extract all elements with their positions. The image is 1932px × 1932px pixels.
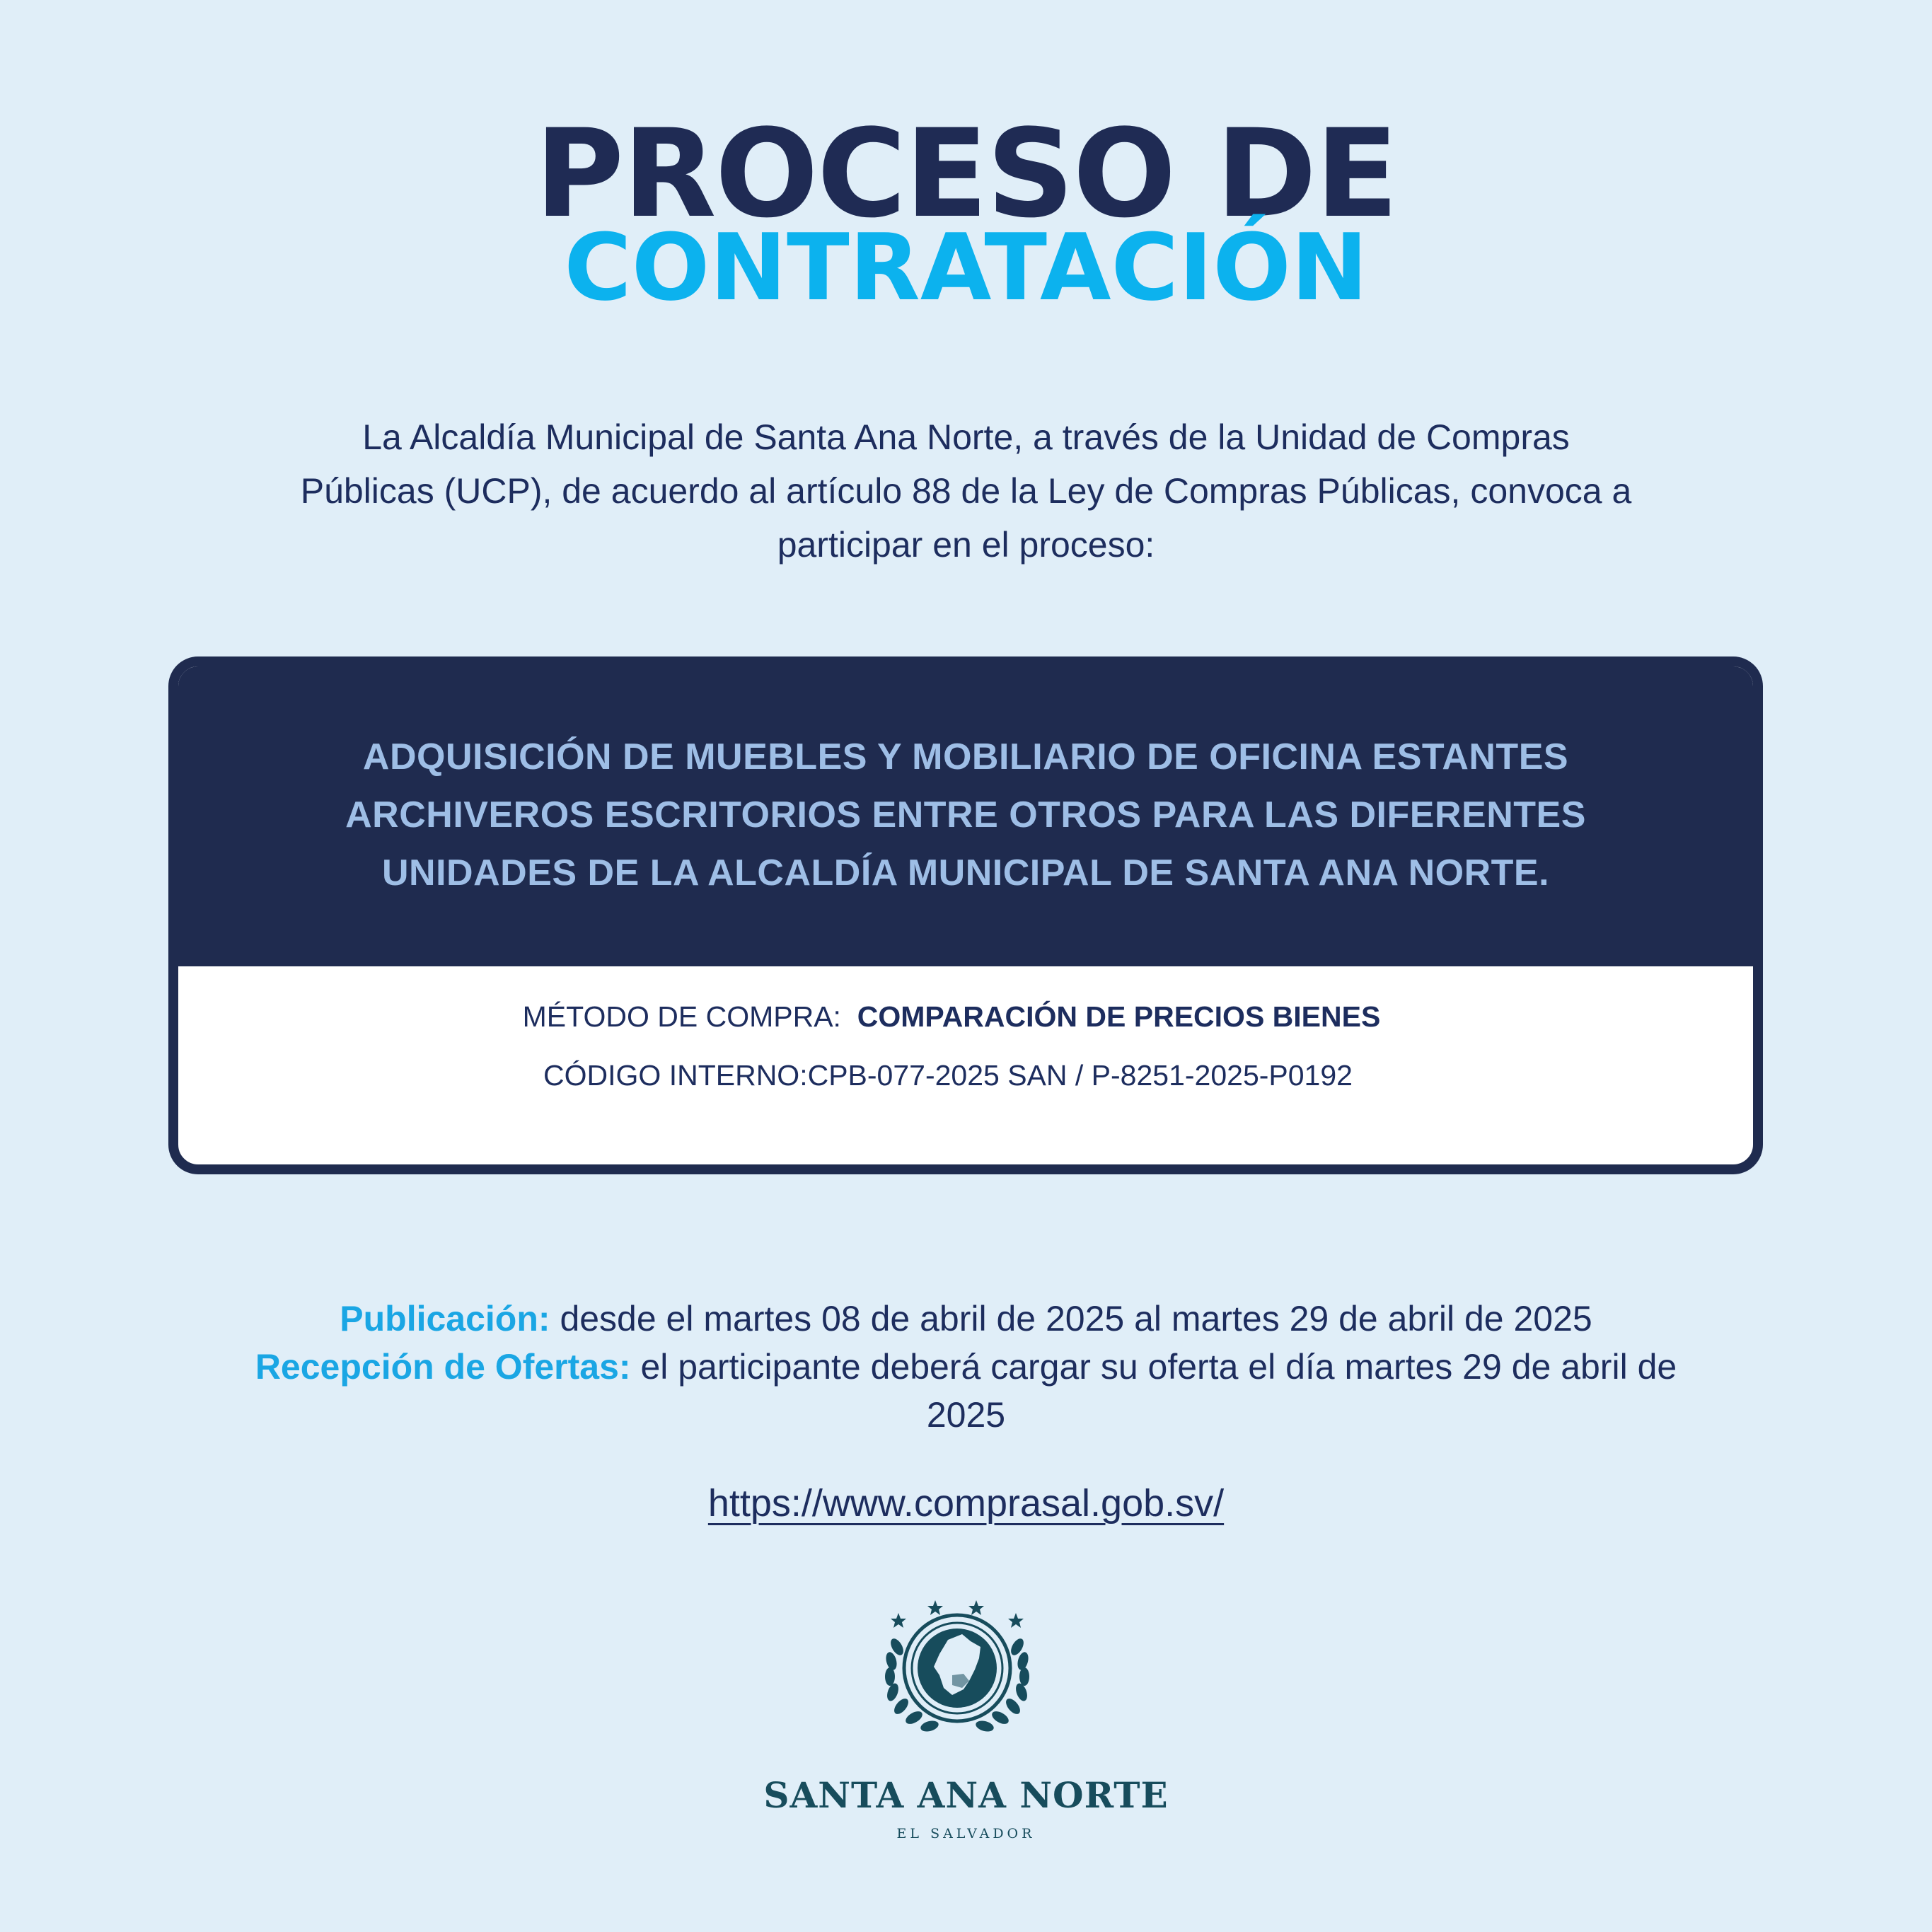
comprasal-link[interactable]: https://www.comprasal.gob.sv/ (707, 1482, 1225, 1525)
title-line-2: CONTRATACIÓN (564, 214, 1368, 321)
logo-subtitle: EL SALVADOR (896, 1826, 1036, 1841)
reception-row (212, 1343, 1720, 1391)
publication-row (212, 1295, 1720, 1343)
publication-label: Publicación: (340, 1299, 550, 1338)
municipality-seal-icon (863, 1590, 1069, 1752)
star-icon (968, 1600, 984, 1615)
intro-line: participar en el proceso: (777, 525, 1155, 565)
star-icon (927, 1600, 943, 1615)
purchase-method-row (178, 999, 1753, 1034)
schedule (212, 1295, 1720, 1439)
reception-row-continued: 2025 (926, 1395, 1006, 1435)
logo-name: SANTA ANA NORTE (763, 1774, 1169, 1816)
purchase-method-label: MÉTODO DE COMPRA: (522, 1000, 841, 1033)
process-title-line: ARCHIVEROS ESCRITORIOS ENTRE OTROS PARA LAS DIFERENTES (345, 794, 1586, 835)
process-title-line: ADQUISICIÓN DE MUEBLES Y MOBILIARIO DE OFICINA ESTANTES (362, 736, 1569, 777)
purchase-method-value: COMPARACIÓN DE PRECIOS BIENES (857, 1000, 1381, 1033)
intro-paragraph (241, 410, 1691, 572)
reception-text: el participante deberá cargar su oferta el día martes 29 de abril de (640, 1347, 1677, 1387)
star-icon (891, 1613, 906, 1628)
internal-code-value: CPB-077-2025 SAN / P-8251-2025-P0192 (807, 1059, 1353, 1092)
star-icon (1008, 1613, 1024, 1628)
internal-code-row (178, 1058, 1753, 1093)
reception-label: Recepción de Ofertas: (255, 1347, 631, 1387)
title-line-1: PROCESO DE (535, 103, 1397, 245)
process-title (341, 728, 1590, 902)
intro-line: La Alcaldía Municipal de Santa Ana Norte, a través de la Unidad de Compras (362, 417, 1570, 457)
process-title-line: UNIDADES DE LA ALCALDÍA MUNICIPAL DE SANTA ANA NORTE. (381, 852, 1550, 893)
process-card (168, 656, 1763, 1174)
intro-line: Públicas (UCP), de acuerdo al artículo 88 de la Ley de Compras Públicas, convoca a (300, 471, 1632, 511)
publication-text: desde el martes 08 de abril de 2025 al martes 29 de abril de 2025 (560, 1299, 1592, 1338)
internal-code-label: CÓDIGO INTERNO: (543, 1059, 808, 1092)
process-card-header (178, 666, 1753, 966)
